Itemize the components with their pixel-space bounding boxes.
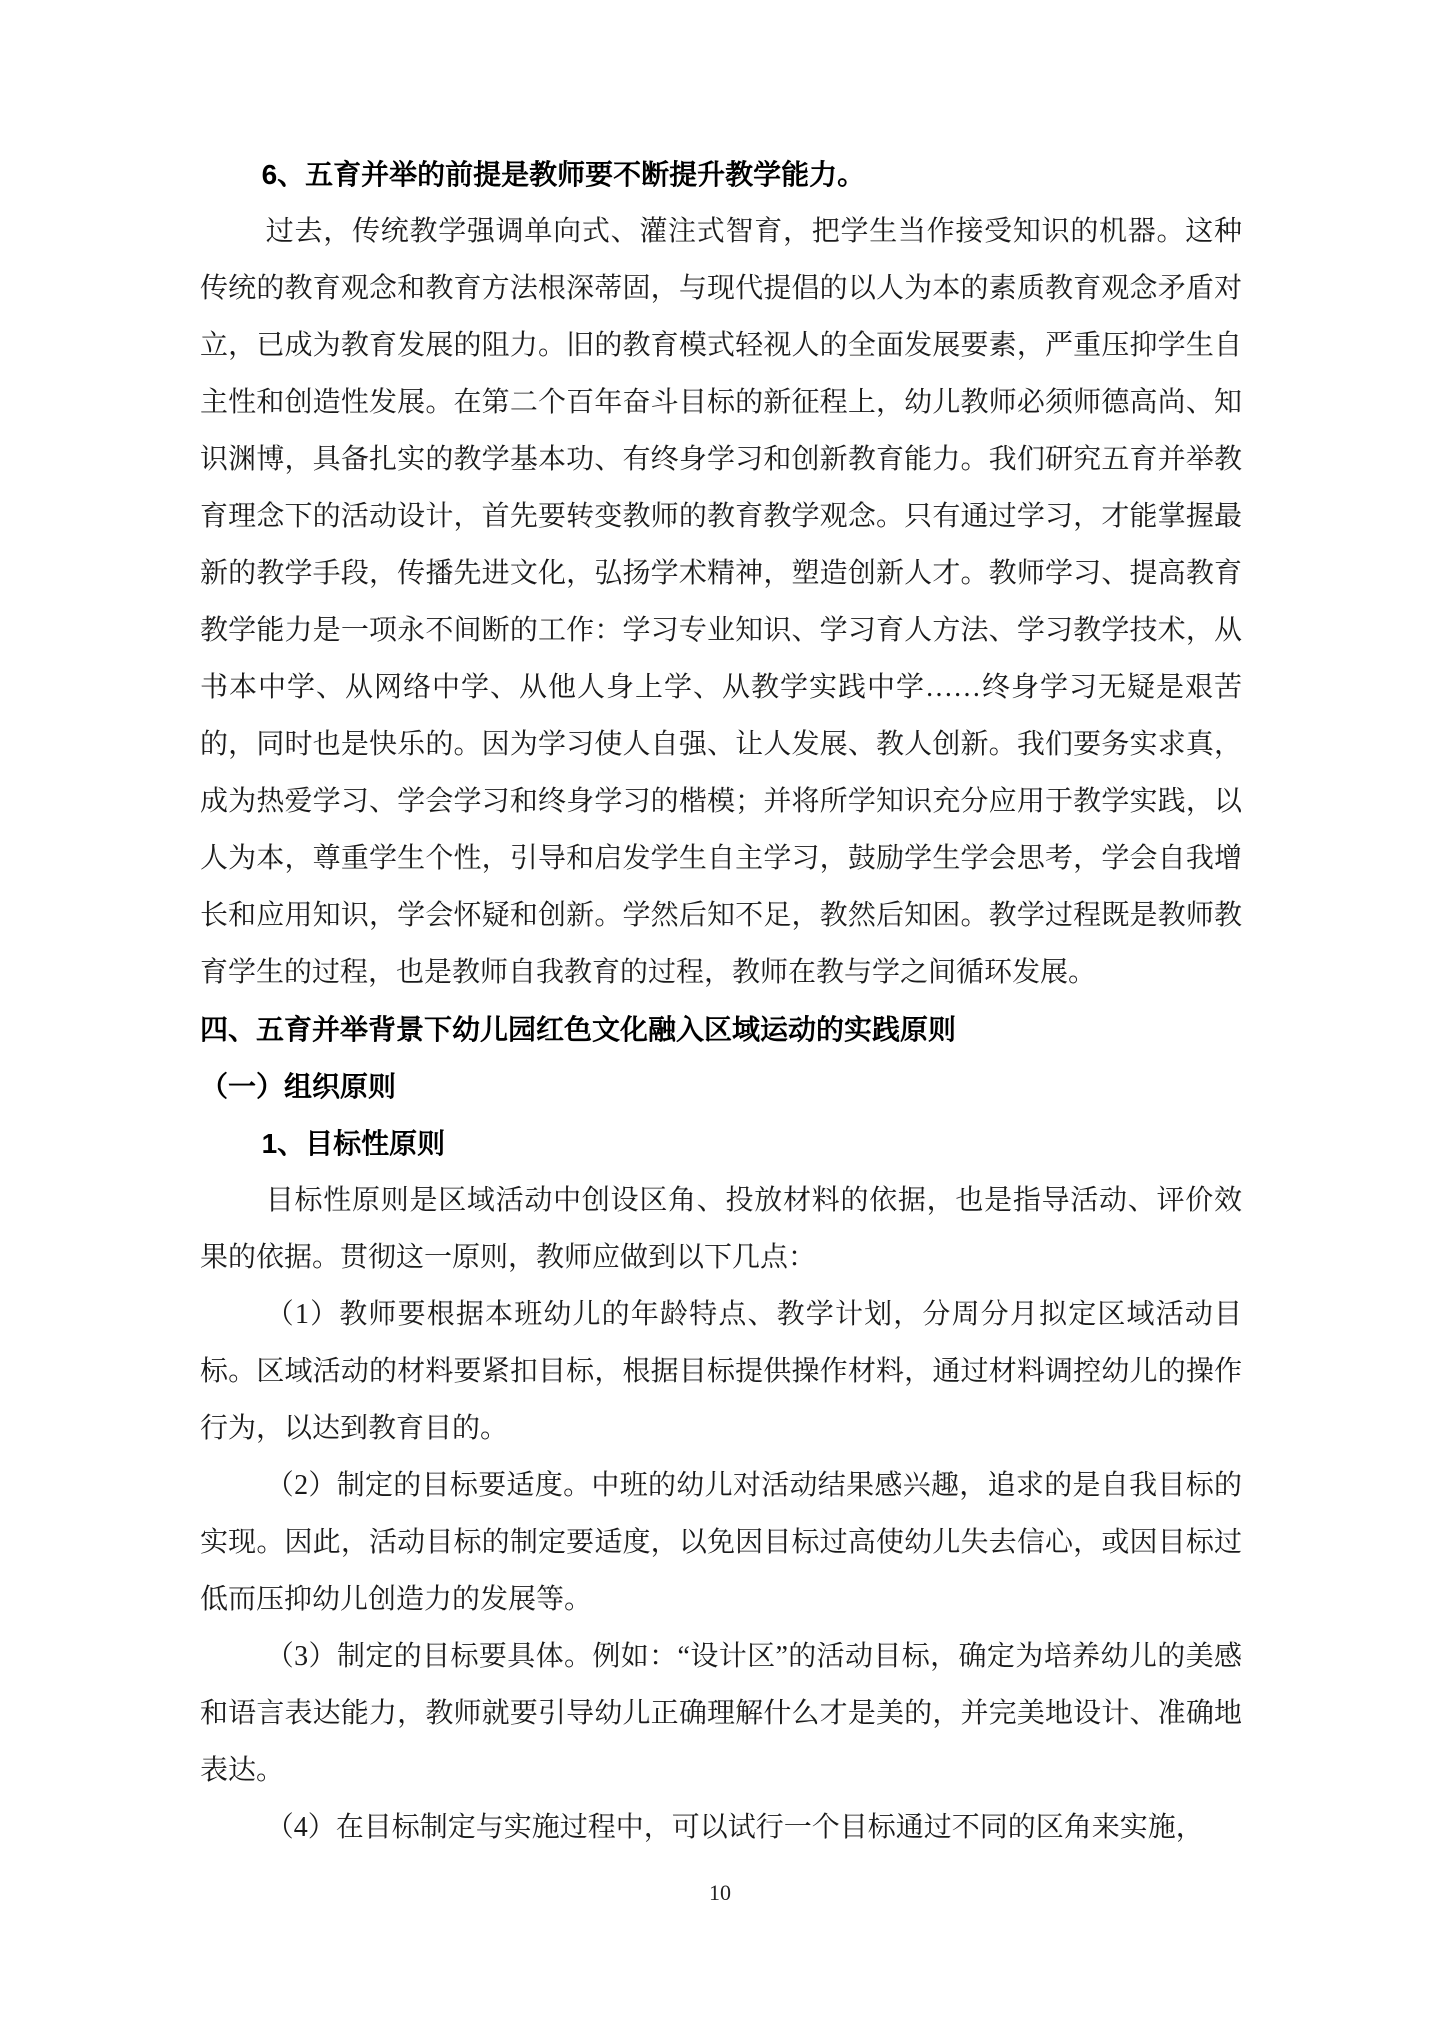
paragraph-point-1: （1）教师要根据本班幼儿的年龄特点、教学计划，分周分月拟定区域活动目标。区域活动的材料要紧扣目标，根据目标提供操作材料，通过材料调控幼儿的操作行为，以达到教育目的。 — [200, 1299, 1242, 1444]
paragraph-goal-principle-intro: 目标性原则是区域活动中创设区角、投放材料的依据，也是指导活动、评价效果的依据。贯彻这一原则，教师应做到以下几点： — [200, 1185, 1242, 1273]
heading-goal-principle: 1、目标性原则 — [261, 1128, 446, 1159]
paragraph-point-3: （3）制定的目标要具体。例如：“设计区”的活动目标，确定为培养幼儿的美感和语言表达能力，教师就要引导幼儿正确理解什么才是美的，并完美地设计、准确地表达。 — [200, 1641, 1242, 1786]
paragraph-teacher-learning: 过去，传统教学强调单向式、灌注式智育，把学生当作接受知识的机器。这种传统的教育观念和教育方法根深蒂固，与现代提倡的以人为本的素质教育观念矛盾对立，已成为教育发展的阻力。旧的教育模式轻视人的全面发展要素，严重压抑学生自主性和创造性发展。在第二个百年奋斗目标的新征程上，幼儿教师必须师德高尚、知识渊博，具备扎实的教学基本功、有终身学习和创新教育能力。我们研究五育并举教育理念下的活动设计，首先要转变教师的教育教学观念。只有通过学习，才能掌握最新的教学手段，传播先进文化，弘扬学术精神，塑造创新人才。教师学习、提高教育教学能力是一项永不间断的工作：学习专业知识、学习育人方法、学习教学技术，从书本中学、从网络中学、从他人身上学、从教学实践中学……终身学习无疑是艰苦的，同时也是快乐的。因为学习使人自强、让人发展、教人创新。我们要务实求真，成为热爱学习、学会学习和终身学习的楷模；并将所学知识充分应用于教学实践，以人为本，尊重学生个性，引导和启发学生自主学习，鼓励学生学会思考，学会自我增长和应用知识，学会怀疑和创新。学然后知不足，教然后知困。教学过程既是教师教育学生的过程，也是教师自我教育的过程，教师在教与学之间循环发展。 — [200, 216, 1242, 988]
paragraph-point-2: （2）制定的目标要适度。中班的幼儿对活动结果感兴趣，追求的是自我目标的实现。因此，活动目标的制定要适度，以免因目标过高使幼儿失去信心，或因目标过低而压抑幼儿创造力的发展等。 — [200, 1470, 1242, 1615]
heading-organization-principle: （一）组织原则 — [200, 1071, 397, 1102]
document-body — [200, 146, 1242, 1856]
page-number: 10 — [709, 1880, 731, 1905]
paragraph-point-4: （4）在目标制定与实施过程中，可以试行一个目标通过不同的区角来实施， — [265, 1812, 1204, 1843]
heading-section-four: 四、五育并举背景下幼儿园红色文化融入区域运动的实践原则 — [200, 1014, 957, 1045]
heading-teacher-ability: 6、五育并举的前提是教师要不断提升教学能力。 — [261, 159, 866, 190]
